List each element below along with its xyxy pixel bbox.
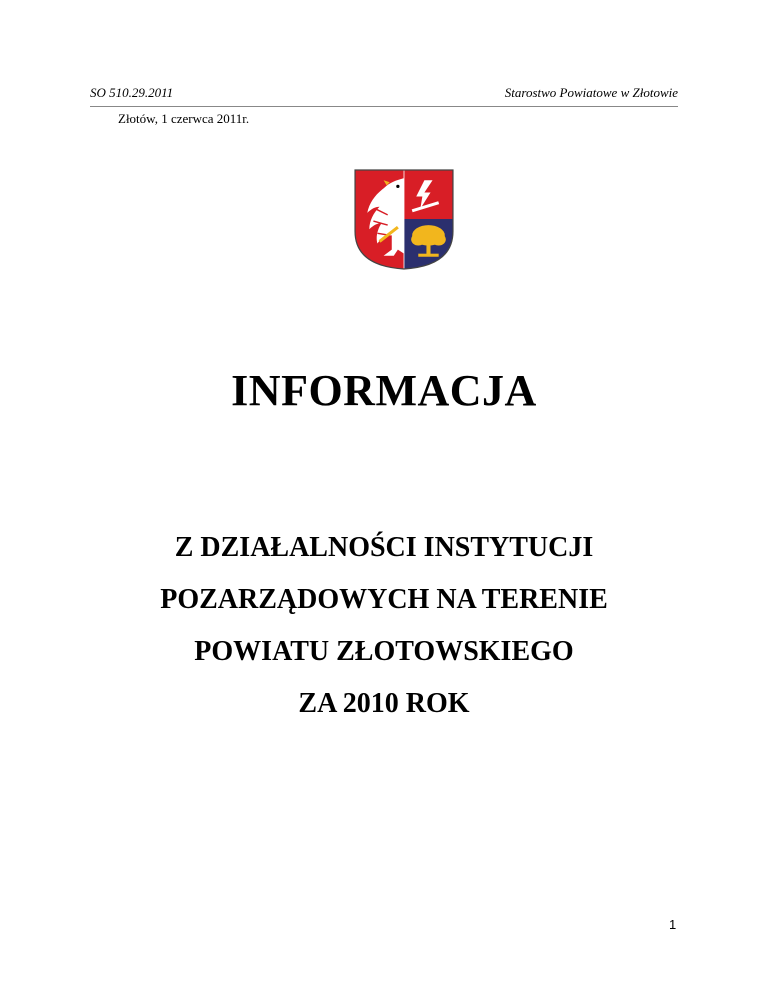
office-name: Starostwo Powiatowe w Złotowie: [504, 85, 678, 100]
document-title: INFORMACJA: [231, 366, 537, 415]
document-reference: SO 510.29.2011: [90, 85, 174, 100]
subtitle-line: POWIATU ZŁOTOWSKIEGO: [194, 636, 574, 667]
subtitle-line: POZARZĄDOWYCH NA TERENIE: [160, 584, 608, 615]
page-number: 1: [669, 917, 677, 932]
place-and-date: Złotów, 1 czerwca 2011r.: [118, 111, 250, 126]
subtitle-line: Z DZIAŁALNOŚCI INSTYTUCJI: [174, 532, 594, 563]
subtitle-line: ZA 2010 ROK: [298, 688, 470, 719]
header-divider: [90, 106, 678, 107]
document-subtitle: [0, 528, 768, 736]
coat-of-arms-icon: [353, 168, 455, 270]
